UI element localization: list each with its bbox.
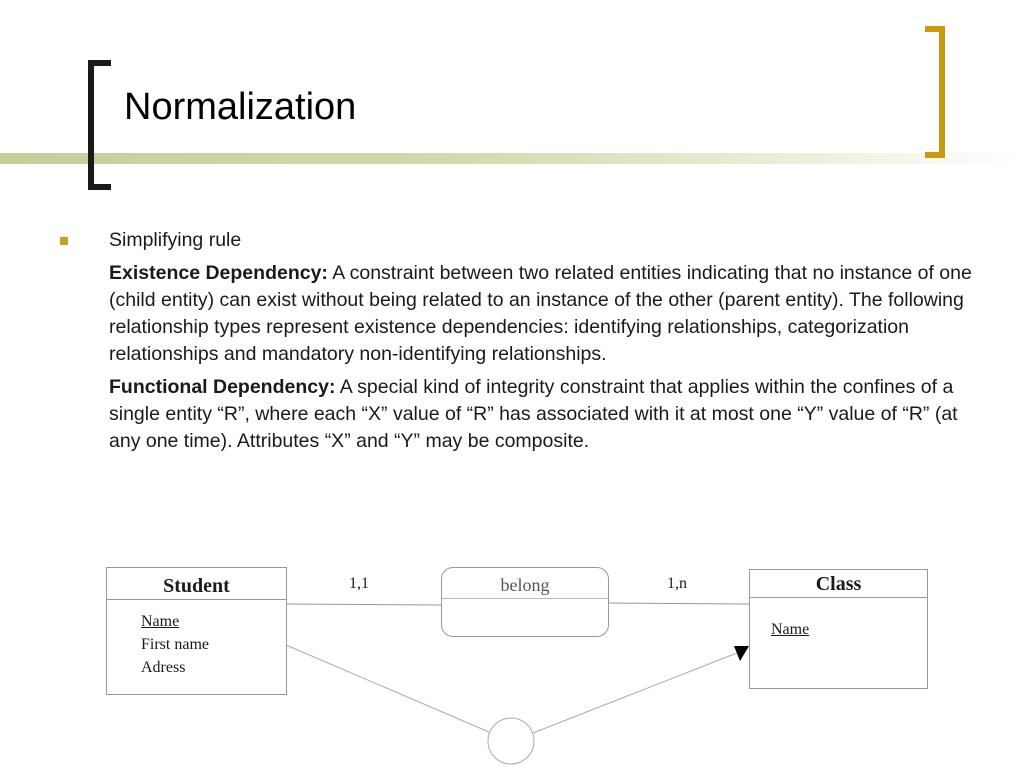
slide-title: Normalization bbox=[124, 86, 357, 128]
class-attribute-list bbox=[750, 598, 927, 641]
student-attribute-list bbox=[107, 600, 286, 679]
circle-to-class-line bbox=[533, 651, 742, 733]
class-attribute-name: Name bbox=[771, 621, 810, 638]
student-attribute-first-name: First name bbox=[141, 636, 209, 653]
relationship-name: belong bbox=[442, 568, 608, 599]
class-entity-name: Class bbox=[750, 570, 927, 598]
class-entity bbox=[749, 569, 928, 689]
belong-to-class-line bbox=[607, 603, 749, 604]
student-to-belong-line bbox=[286, 604, 441, 605]
bullet-label: Simplifying rule bbox=[109, 229, 242, 251]
student-attribute-name: Name bbox=[141, 613, 180, 630]
functional-definition: A special kind of integrity constraint that applies within the confines of a single entity “R”, where each “X” value of “R” has associated with it at most one “Y” value of “R” (at any one time). Attributes “X” and “Y” may be composite. bbox=[109, 376, 958, 452]
student-to-circle-line bbox=[286, 645, 489, 732]
student-entity bbox=[106, 567, 287, 695]
cardinality-left-label: 1,1 bbox=[349, 575, 369, 592]
cardinality-right-label: 1,n bbox=[667, 575, 687, 592]
student-attribute-adress: Adress bbox=[141, 659, 186, 676]
existence-definition: A constraint between two related entities indicating that no instance of one (child entity) can exist without being related to an instance of the other (parent entity). The following relationship types represent existence dependencies: identifying relationships, categorization relationships and mandatory non-identifying relationships. bbox=[109, 262, 972, 365]
connector-circle bbox=[488, 718, 534, 764]
student-entity-name: Student bbox=[107, 568, 286, 600]
belong-relationship bbox=[441, 567, 609, 637]
existence-term: Existence Dependency: bbox=[109, 262, 328, 284]
functional-term: Functional Dependency: bbox=[109, 376, 336, 398]
